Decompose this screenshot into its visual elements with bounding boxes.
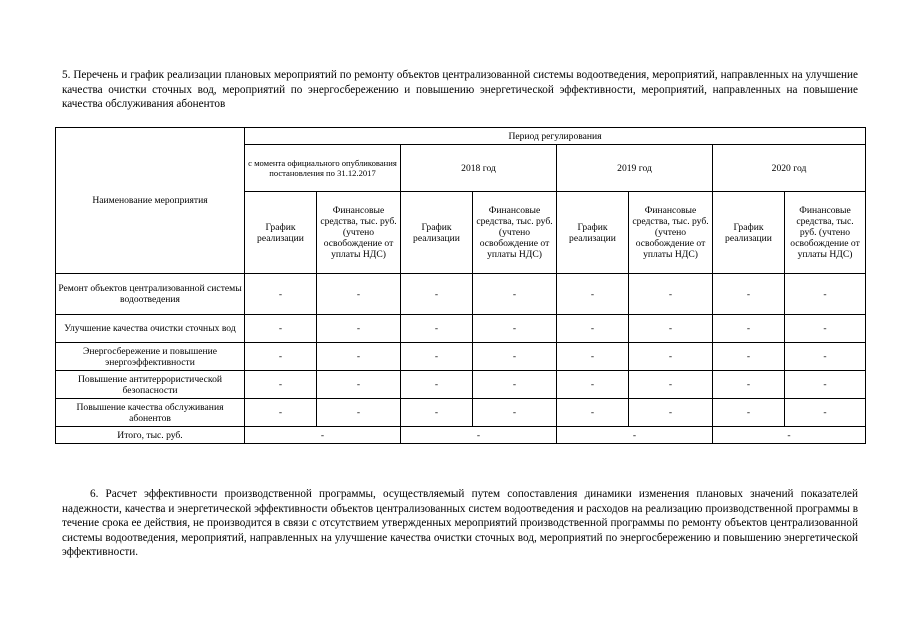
table-cell: - <box>245 343 317 371</box>
table-cell: - <box>713 343 785 371</box>
subheader-finance: Финансовые средства, тыс. руб. (учтено освобождение от уплаты НДС) <box>317 192 401 274</box>
conclusion-paragraph: 6. Расчет эффективности производственной программы, осуществляемый путем сопоставления динамики изменения плановых значений показателей надежности, качества и энергетической эффективности объектов централизованных систем водоотведения и расходов на реализацию производственной программы в течение срока ее действия, не производится в связи с отсутствием утвержденных мероприятий производственной программы по ремонту объектов централизованной системы водоотведения, мероприятий, направленных на улучшение качества очистки сточных вод, мероприятий по энергосбережению и повышению энергетической эффективности. <box>62 488 858 558</box>
header-measure-name: Наименование мероприятия <box>56 128 245 274</box>
table-cell: - <box>317 274 401 315</box>
table-row <box>56 343 866 371</box>
table-cell: - <box>557 315 629 343</box>
table-cell: - <box>245 371 317 399</box>
table-cell: - <box>245 399 317 427</box>
header-period: Период регулирования <box>245 128 866 145</box>
total-label: Итого, тыс. руб. <box>56 427 245 444</box>
table-cell: - <box>473 399 557 427</box>
table-cell: - <box>713 274 785 315</box>
table-cell: - <box>401 399 473 427</box>
subheader-schedule: График реализации <box>713 192 785 274</box>
total-cell: - <box>245 427 401 444</box>
table-cell: - <box>401 343 473 371</box>
table-cell: - <box>317 343 401 371</box>
row-name: Улучшение качества очистки сточных вод <box>56 315 245 343</box>
table-cell: - <box>401 274 473 315</box>
table-cell: - <box>245 274 317 315</box>
table-row <box>56 274 866 315</box>
table-cell: - <box>785 371 866 399</box>
intro-paragraph: 5. Перечень и график реализации плановых мероприятий по ремонту объектов централизованной системы водоотведения, мероприятий, направленных на улучшение качества очистки сточных вод, мероприятий по энергосбережению и повышению энергетической эффективности, мероприятий, направленных на повышение качества обслуживания абонентов <box>62 69 858 110</box>
table-row <box>56 399 866 427</box>
table-cell: - <box>629 343 713 371</box>
table-cell: - <box>713 371 785 399</box>
table-cell: - <box>473 315 557 343</box>
subheader-finance: Финансовые средства, тыс. руб. (учтено освобождение от уплаты НДС) <box>473 192 557 274</box>
table-cell: - <box>557 274 629 315</box>
table-cell: - <box>317 371 401 399</box>
table-cell: - <box>401 315 473 343</box>
table-cell: - <box>785 274 866 315</box>
table-cell: - <box>473 274 557 315</box>
measures-table <box>55 127 866 444</box>
total-row <box>56 427 866 444</box>
row-name: Ремонт объектов централизованной системы водоотведения <box>56 274 245 315</box>
table-row <box>56 371 866 399</box>
table-cell: - <box>473 371 557 399</box>
table-cell: - <box>317 399 401 427</box>
table-cell: - <box>713 315 785 343</box>
table-cell: - <box>785 315 866 343</box>
table-cell: - <box>785 343 866 371</box>
row-name: Повышение антитеррористической безопасности <box>56 371 245 399</box>
table-cell: - <box>245 315 317 343</box>
table-cell: - <box>629 315 713 343</box>
subheader-finance: Финансовые средства, тыс. руб. (учтено освобождение от уплаты НДС) <box>629 192 713 274</box>
table-cell: - <box>629 371 713 399</box>
table-cell: - <box>401 371 473 399</box>
table-cell: - <box>557 399 629 427</box>
table-cell: - <box>713 399 785 427</box>
table-cell: - <box>557 343 629 371</box>
subheader-schedule: График реализации <box>401 192 473 274</box>
subheader-finance: Финансовые средства, тыс. руб. (учтено освобождение от уплаты НДС) <box>785 192 866 274</box>
header-period-2018: 2018 год <box>401 145 557 192</box>
table-cell: - <box>473 343 557 371</box>
row-name: Повышение качества обслуживания абонентов <box>56 399 245 427</box>
total-cell: - <box>713 427 866 444</box>
row-name: Энергосбережение и повышение энергоэффективности <box>56 343 245 371</box>
table-cell: - <box>557 371 629 399</box>
table-cell: - <box>785 399 866 427</box>
table-cell: - <box>629 274 713 315</box>
header-period-2020: 2020 год <box>713 145 866 192</box>
subheader-schedule: График реализации <box>245 192 317 274</box>
table-row <box>56 315 866 343</box>
total-cell: - <box>401 427 557 444</box>
subheader-schedule: График реализации <box>557 192 629 274</box>
header-period-2017: с момента официального опубликования постановления по 31.12.2017 <box>245 145 401 192</box>
total-cell: - <box>557 427 713 444</box>
header-period-2019: 2019 год <box>557 145 713 192</box>
table-cell: - <box>629 399 713 427</box>
table-cell: - <box>317 315 401 343</box>
